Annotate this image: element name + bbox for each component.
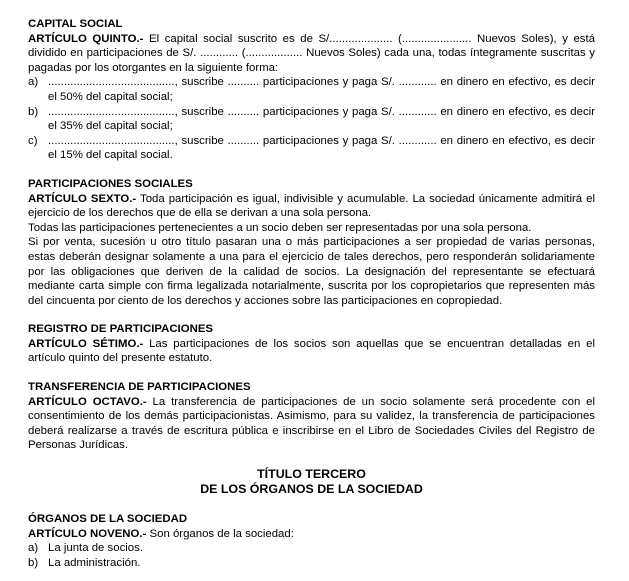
article-paragraph (28, 337, 595, 366)
article-label: ARTÍCULO OCTAVO.- (28, 395, 147, 408)
list-item (28, 134, 595, 163)
list-item-label: b) (28, 556, 39, 569)
paragraph: Si por venta, sucesión u otro título pasaran una o más participaciones a ser propiedad de varias personas, estas deberán designar solamente a una para el ejercicio de tales derechos, pero responderán solidariamente por las obligaciones que deriven de la calidad de socios. La designación del representante se efectuará mediante carta simple con firma legalizada notarialmente, suscrita por los copropietarios que representen más del cincuenta por ciento de los derechos y acciones sobre las participaciones en copropiedad. (28, 236, 595, 307)
list-item (28, 556, 595, 571)
list-item-text: La junta de socios. (48, 542, 143, 555)
list-item-text: ........................................, suscribe .......... participaciones y paga S/. ............ en dinero en efectivo, es decir el 35% del capital social; (48, 105, 595, 133)
section-registro-participaciones (28, 322, 595, 366)
section-heading: TRANSFERENCIA DE PARTICIPACIONES (28, 381, 251, 394)
article-text: El capital social suscrito es de S/.................... (...................... Nuevos Soles), y está dividido en participaciones de S/. ............ (.................. Nuevos Soles) cada una, todas íntegramente suscritas y pagadas por los otorgantes en la siguiente forma: (28, 32, 595, 74)
list-item-label: b) (28, 105, 39, 118)
section-organos (28, 512, 595, 570)
section-capital-social (28, 17, 595, 163)
list-item-label: a) (28, 76, 39, 89)
section-heading: CAPITAL SOCIAL (28, 18, 123, 30)
article-text: Toda participación es igual, indivisible y acumulable. La sociedad únicamente admitirá el ejercicio de los derechos que de ella se derivan a una sola persona. (28, 192, 595, 220)
section-heading: ÓRGANOS DE LA SOCIEDAD (28, 513, 188, 526)
list-item-label: a) (28, 542, 39, 555)
paragraph: Todas las participaciones pertenecientes a un socio deben ser representadas por una sola persona. (28, 221, 532, 234)
article-label: ARTÍCULO SÉTIMO.- (28, 337, 144, 350)
section-heading: PARTICIPACIONES SOCIALES (28, 177, 193, 190)
article-paragraph (28, 395, 595, 453)
title-line: TÍTULO TERCERO (257, 467, 366, 482)
list-item-label: c) (28, 134, 38, 147)
article-text: Las participaciones de los socios son aquellas que se encuentran detalladas en el artículo quinto del presente estatuto. (28, 337, 595, 365)
list-item (28, 541, 595, 556)
section-heading: REGISTRO DE PARTICIPACIONES (28, 323, 214, 336)
list-item (28, 75, 595, 104)
article-label: ARTÍCULO QUINTO.- (28, 32, 144, 45)
section-transferencia-participaciones (28, 380, 595, 453)
list-item (28, 105, 595, 134)
article-text: Son órganos de la sociedad: (146, 527, 294, 540)
article-paragraph (28, 32, 595, 76)
article-label: ARTÍCULO SEXTO.- (28, 192, 137, 205)
section-participaciones-sociales (28, 177, 595, 308)
list-item-text: ........................................, suscribe .......... participaciones y paga S/. ............ en dinero en efectivo, es decir el 15% del capital social. (48, 134, 595, 162)
article-paragraph (28, 527, 595, 542)
article-text: La transferencia de participaciones de un socio solamente será procedente con el consentimiento de los demás participacionistas. Asimismo, para su validez, la transferencia de participaciones deberá realizarse a través de escritura pública e inscribirse en el Libro de Sociedades Civiles del Registro de Personas Jurídicas. (28, 395, 595, 452)
title-block (28, 467, 595, 497)
article-label: ARTÍCULO NOVENO.- (28, 527, 147, 540)
list-item-text: La administración. (48, 556, 141, 569)
article-paragraph (28, 192, 595, 221)
title-subline: DE LOS ÓRGANOS DE LA SOCIEDAD (200, 482, 423, 497)
list-item-text: ........................................, suscribe .......... participaciones y paga S/. ............ en dinero en efectivo, es decir el 50% del capital social; (48, 76, 595, 103)
